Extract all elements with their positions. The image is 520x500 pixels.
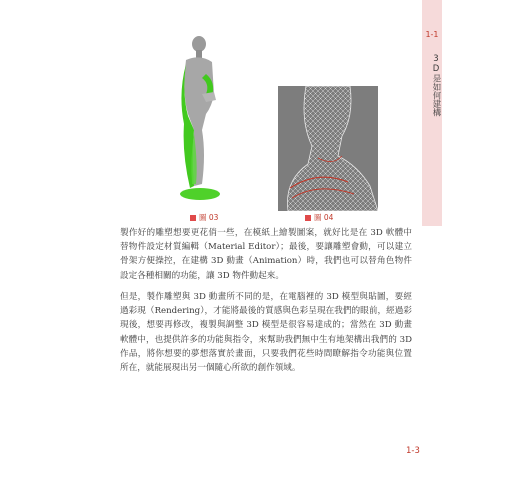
- chapter-title: 3D是如何建構: [431, 54, 441, 117]
- figure-04-caption: 圖 04: [305, 212, 333, 223]
- body-paragraph-2: 但是，製作雕塑與 3D 動畫所不同的是，在電腦裡的 3D 模型與貼圖，要經過彩現（Rendering），才能將最後的質感與色彩呈現在我們的眼前，經過彩現後，想要再修改，複製與調整 3D 模型是很容易達成的；當然在 3D 動畫軟體中，也提供許多的功能與指令，來幫助我們無中生有地架構出我們的 3D 作品，將你想要的夢想落實於畫面，只要我們花些時間瞭解指令功能與位置所在，就能展現出另一個隨心所欲的創作領域。: [120, 292, 412, 374]
- body-paragraph-1: 製作好的雕塑想要更花俏一些，在模紙上繪製圖案，就好比是在 3D 軟體中替物件設定材質編輯（Material Editor）；最後，要讓雕塑會動，可以建立骨架方便操控，在建構 3D 動畫（Animation）時，我們也可以替角色物件設定各種相關的功能，讓 3D 物件動起來。: [120, 228, 412, 281]
- page-number: 1-3: [406, 446, 420, 456]
- figure-wireframe-image: [278, 86, 378, 211]
- figure-statue-image: [172, 34, 228, 204]
- chapter-number: 1-1: [425, 30, 439, 39]
- figure-03-caption: 圖 03: [190, 212, 218, 223]
